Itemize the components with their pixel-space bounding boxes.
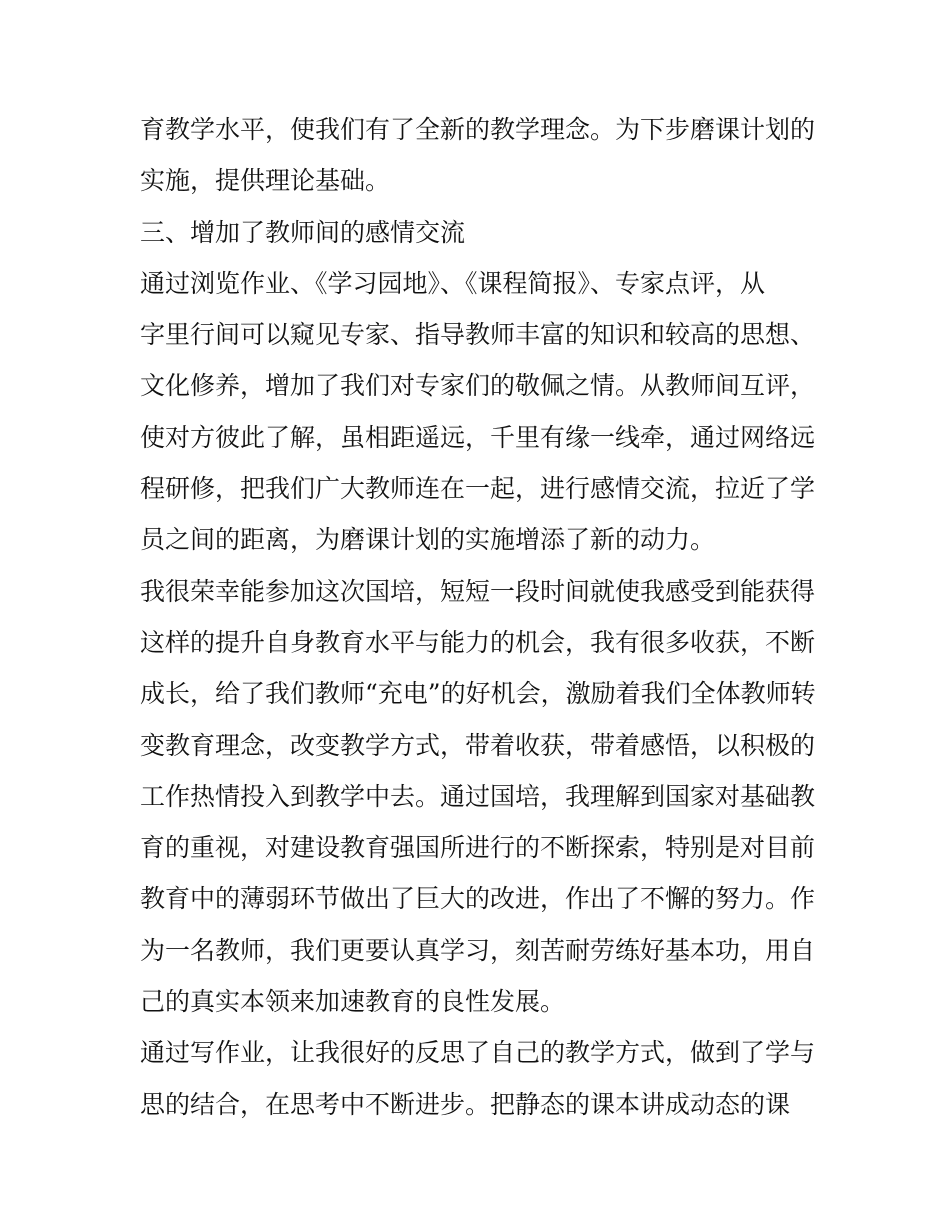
text-line: 己的真实本领来加速教育的良性发展。 [140,987,566,1017]
section-heading: 三、增加了教师间的感情交流 [140,217,466,247]
text-line: 文化修养，增加了我们对专家们的敬佩之情。从教师间互评， [140,371,816,401]
text-line: 通过浏览作业、《学习园地》、《课程简报》、专家点评，从 [140,268,766,298]
document-body [140,104,830,1130]
text-line: 通过写作业，让我很好的反思了自己的教学方式，做到了学与 [140,1038,816,1068]
text-line: 程研修，把我们广大教师连在一起，进行感情交流，拉近了学 [140,474,816,504]
text-line: 育教学水平，使我们有了全新的教学理念。为下步磨课计划的 [140,115,816,144]
text-line: 这样的提升自身教育水平与能力的机会，我有很多收获，不断 [140,627,816,657]
text-line: 成长，给了我们教师“充电”的好机会，激励着我们全体教师转 [140,679,816,709]
text-line: 实施，提供理论基础。 [140,166,391,196]
text-line: 字里行间可以窥见专家、指导教师丰富的知识和较高的思想、 [140,320,816,350]
text-line: 思的结合，在思考中不断进步。把静态的课本讲成动态的课 [140,1089,791,1119]
text-line: 育的重视，对建设教育强国所进行的不断探索，特别是对目前 [140,833,816,863]
text-line: 使对方彼此了解，虽相距遥远，千里有缘一线牵，通过网络远 [140,422,816,452]
text-line: 变教育理念，改变教学方式，带着收获，带着感悟，以积极的 [140,730,816,760]
text-line: 员之间的距离，为磨课计划的实施增添了新的动力。 [140,525,716,555]
text-line: 为一名教师，我们更要认真学习，刻苦耐劳练好基本功，用自 [140,935,816,965]
text-line: 工作热情投入到教学中去。通过国培，我理解到国家对基础教 [140,781,816,811]
text-line: 我很荣幸能参加这次国培，短短一段时间就使我感受到能获得 [140,576,816,606]
text-line: 教育中的薄弱环节做出了巨大的改进，作出了不懈的努力。作 [140,884,816,914]
